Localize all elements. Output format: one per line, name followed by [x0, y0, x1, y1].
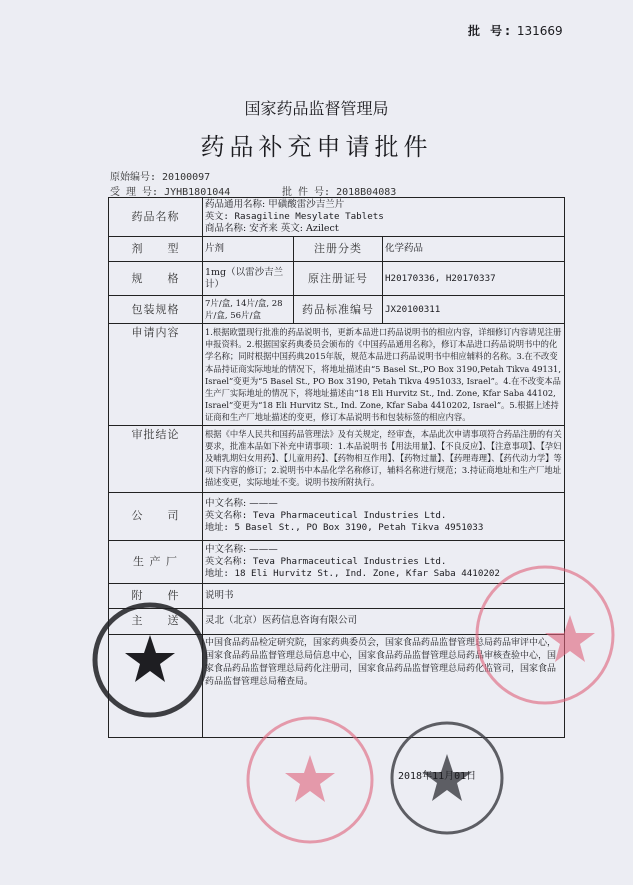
- package-value: 7片/盒, 14片/盒, 28片/盒, 56片/盒: [203, 296, 294, 324]
- label-attachment: 附 件: [109, 583, 203, 608]
- company-address: 地址: 5 Basel St., PO Box 3190, Petah Tikva 4951033: [205, 522, 484, 534]
- left-quality-stamp: [90, 600, 210, 720]
- agency-name: 国家药品监督管理局: [244, 99, 389, 118]
- row-package: [109, 296, 565, 324]
- row-drug-name: [109, 198, 565, 237]
- manufacturer-cn: 中文名称: ———: [205, 543, 278, 555]
- recipient-value: 灵北（北京）医药信息咨询有限公司: [203, 608, 565, 634]
- application-value: 1.根据欧盟现行批准的药品说明书，更新本品进口药品说明书的相应内容，详细修订内容请见注册申报资料。2.根据国家药典委员会颁布的《中国药品通用名称》，修订本品进口药品说明书中的化学名称；同时根据中国药典2015年版，规范本品进口药品说明书中相应辅料的名称。3.在不改变本品持证商实际地址的情况下，将地址描述由“5 Basel St.,PO Box 3190,Petah Tikva 49131, Israel”变更为“5 Basel St., PO Box 3190, Petah Tikva 4951033, Israel”。4.在不改变本品生产厂实际地址的情况下，将地址描述由“18 Eli Hurvitz St., Ind. Zone, Kfar Saba 44102, Israel”变更为“18 Eli Hurvitz St., Ind. Zone, Kfar Saba 4410202, Israel”。5.根据上述持证商和生产厂地址描述的变更，修订本品说明书和包装标签的相应内容。: [203, 324, 565, 426]
- batch-value: 131669: [516, 24, 563, 38]
- label-company: 公 司: [109, 492, 203, 540]
- label-drug-name: 药品名称: [109, 198, 203, 237]
- standard-no-value: JX20100311: [383, 296, 565, 324]
- attachment-value: 说明书: [203, 583, 565, 608]
- manufacturer-en: 英文名称: Teva Pharmaceutical Industries Ltd.: [205, 555, 447, 567]
- label-standard-no: 药品标准编号: [294, 296, 383, 324]
- batch-label: 批 号:: [468, 24, 513, 38]
- label-conclusion: 审批结论: [109, 425, 203, 492]
- bottom-middle-red-stamp: [240, 710, 380, 850]
- generic-name: 药品通用名称: 甲磺酸雷沙吉兰片: [205, 199, 345, 210]
- document-title: 药品补充申请批件: [200, 133, 433, 161]
- label-recipient: 主 送: [109, 608, 203, 634]
- row-dosage-form: [109, 237, 565, 262]
- row-strength: [109, 262, 565, 296]
- issue-date: 2018年11月01日: [398, 771, 477, 782]
- approval-number: 批 件 号: 2018B04083: [282, 187, 397, 198]
- conclusion-value: 根据《中华人民共和国药品管理法》及有关规定，经审查，本品此次申请事项符合药品注册的有关要求，批准本品如下补充申请事项：1.本品说明书【用法用量】、【不良反应】、【注意事项】、【孕妇及哺乳期妇女用药】、【儿童用药】、【药物相互作用】、【药物过量】、【药理毒理】、【药代动力学】等项下内容的修订；2.说明书中本品化学名称修订，辅料名称进行规范；3.持证商地址和生产厂地址描述变更，实际地址不变。说明书按所附执行。: [203, 425, 565, 492]
- row-application: [109, 324, 565, 426]
- batch-number: [468, 22, 563, 39]
- drug-name-values: [203, 198, 565, 237]
- label-application: 申请内容: [109, 324, 203, 426]
- row-conclusion: [109, 425, 565, 492]
- label-strength: 规 格: [109, 262, 203, 296]
- trade-name: 商品名称: 安齐来 英文: Azilect: [205, 223, 339, 234]
- right-top-red-stamp: [470, 560, 620, 710]
- original-number: 原始编号: 20100097: [110, 172, 211, 183]
- acceptance-number: 受 理 号: JYHB1801044: [110, 187, 231, 198]
- label-manufacturer: 生 产 厂: [109, 540, 203, 583]
- label-dosage-form: 剂 型: [109, 237, 203, 262]
- original-reg-no-value: H20170336, H20170337: [383, 262, 565, 296]
- label-original-reg-no: 原注册证号: [294, 262, 383, 296]
- label-package: 包装规格: [109, 296, 203, 324]
- manufacturer-address: 地址: 18 Eli Hurvitz St., Ind. Zone, Kfar Saba 4410202: [205, 567, 500, 579]
- registration-class-value: 化学药品: [383, 237, 565, 262]
- cc-value: 中国食品药品检定研究院，国家药典委员会，国家食品药品监督管理总局药品审评中心，国家食品药品监督管理总局信息中心，国家食品药品监督管理总局药品审核查验中心，国家食品药品监督管理总局药化注册司，国家食品药品监督管理总局药化监管司，国家食品药品监督管理总局稽查局。: [203, 634, 565, 737]
- english-name: 英文: Rasagiline Mesylate Tablets: [205, 211, 384, 222]
- company-values: [203, 492, 565, 540]
- company-en: 英文名称: Teva Pharmaceutical Industries Ltd.: [205, 510, 447, 522]
- strength-value: 1mg（以雷沙吉兰计）: [203, 262, 294, 296]
- company-cn: 中文名称: ———: [205, 498, 278, 510]
- label-registration-class: 注册分类: [294, 237, 383, 262]
- dosage-form-value: 片剂: [203, 237, 294, 262]
- row-company: [109, 492, 565, 540]
